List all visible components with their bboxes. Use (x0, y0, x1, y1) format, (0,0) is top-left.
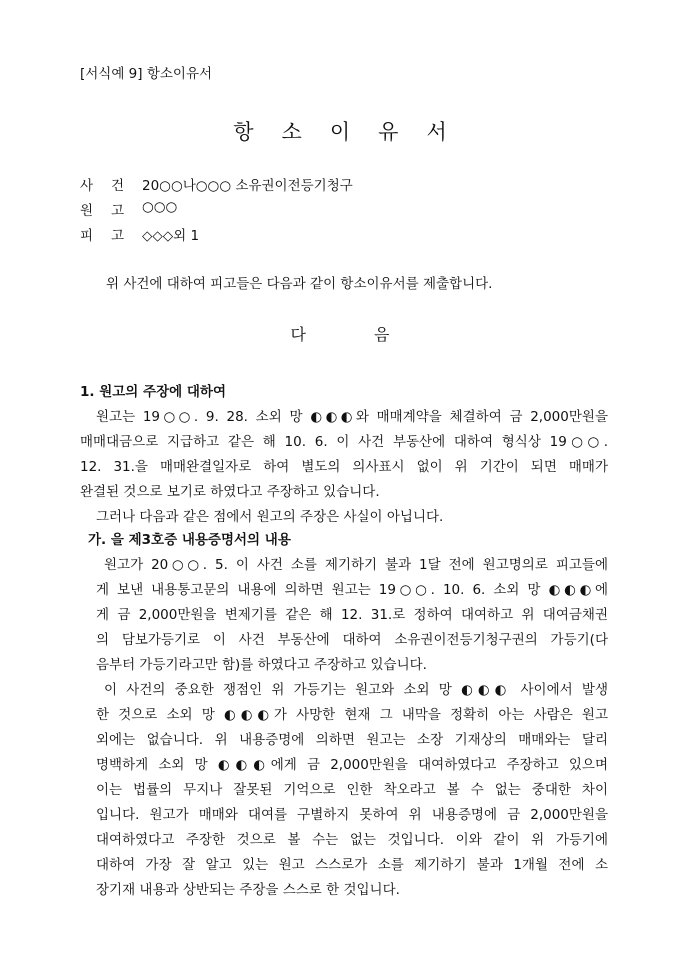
section-divider-heading: 다 음 (290, 325, 390, 344)
body-line: 원고가 20○○. 5. 이 사건 소를 제기하기 불과 1달 전에 원고명의로 피고들에 (104, 557, 608, 573)
body-line: 한 것으로 소외 망 ◐◐◐가 사망한 현재 그 내막을 정확히 아는 사람은 원고 (96, 707, 608, 723)
field-label: 피 고 (80, 228, 125, 244)
body-line: 장기재 내용과 상반되는 주장을 스스로 한 것입니다. (96, 882, 400, 898)
body-line: 그러나 다음과 같은 점에서 원고의 주장은 사실이 아닙니다. (96, 509, 444, 525)
body-line: 매매대금으로 지급하고 같은 해 10. 6. 이 사건 부동산에 대하여 형식상 19○○. (80, 434, 608, 450)
field-value: ◇◇◇외 1 (142, 228, 200, 244)
field-case (80, 174, 353, 194)
field-plaintiff (80, 199, 177, 219)
body-line: 게 금 2,000만원을 변제기를 같은 해 12. 31.로 정하여 대여하고 위 대여금채권 (96, 607, 608, 623)
body-line: 입니다. 원고가 매매와 대여를 구별하지 못하여 위 내용증명에 금 2,000만원을 (96, 807, 608, 823)
body-line: 명백하게 소외 망 ◐◐◐에게 금 2,000만원을 대여하였다고 주장하고 있으며 (96, 757, 608, 773)
body-line: 외에는 없습니다. 위 내용증명에 의하면 원고는 소장 기재상의 매매와는 달리 (96, 732, 608, 748)
field-label: 원 고 (80, 203, 125, 219)
body-line: 게 보낸 내용통고문의 내용에 의하면 원고는 19○○. 10. 6. 소외 망 ◐◐◐에 (96, 582, 608, 598)
title-char: 소 (281, 120, 302, 144)
title-char: 항 (233, 120, 254, 144)
body-line: 12. 31.을 매매완결일자로 하여 별도의 의사표시 없이 위 기간이 되면 매매가 (80, 459, 608, 475)
body-line: 완결된 것으로 보기로 하였다고 주장하고 있습니다. (80, 484, 380, 500)
title-char: 유 (378, 120, 399, 144)
field-defendant (80, 224, 199, 244)
body-line: 음부터 가등기라고만 함)를 하였다고 주장하고 있습니다. (96, 657, 427, 673)
field-label: 사 건 (80, 178, 125, 194)
body-line: 대여하였다고 주장한 것으로 볼 수는 없는 것입니다. 이와 같이 위 가등기에 (96, 832, 608, 848)
body-line: 이는 법률의 무지나 잘못된 기억으로 인한 착오라고 볼 수 없는 중대한 차이 (96, 782, 608, 798)
body-line: 이 사건의 중요한 쟁점인 위 가등기는 원고와 소외 망 ◐◐◐ 사이에서 발생 (104, 682, 608, 698)
body-line: 대하여 가장 잘 알고 있는 원고 스스로가 소를 제기하기 불과 1개월 전에 소 (96, 857, 608, 873)
body-line: 의 담보가등기로 이 사건 부동산에 대하여 소유권이전등기청구권의 가등기(다 (96, 632, 608, 648)
title-char: 이 (329, 120, 351, 144)
field-value: ○○○ (142, 199, 178, 215)
body-line: 원고는 19○○. 9. 28. 소외 망 ◐◐◐와 매매계약을 체결하여 금 2,000만원을 (96, 409, 608, 425)
field-value: 20○○나○○○ 소유권이전등기청구 (142, 178, 353, 194)
document-title (0, 116, 680, 146)
subsection-heading: 가. 을 제3호증 내용증명서의 내용 (88, 532, 291, 548)
intro-text: 위 사건에 대하여 피고들은 다음과 같이 항소이유서를 제출합니다. (106, 276, 493, 292)
section-heading: 1. 원고의 주장에 대하여 (80, 384, 226, 400)
form-label: [서식예 9] 항소이유서 (80, 66, 213, 82)
title-char: 서 (426, 120, 447, 144)
